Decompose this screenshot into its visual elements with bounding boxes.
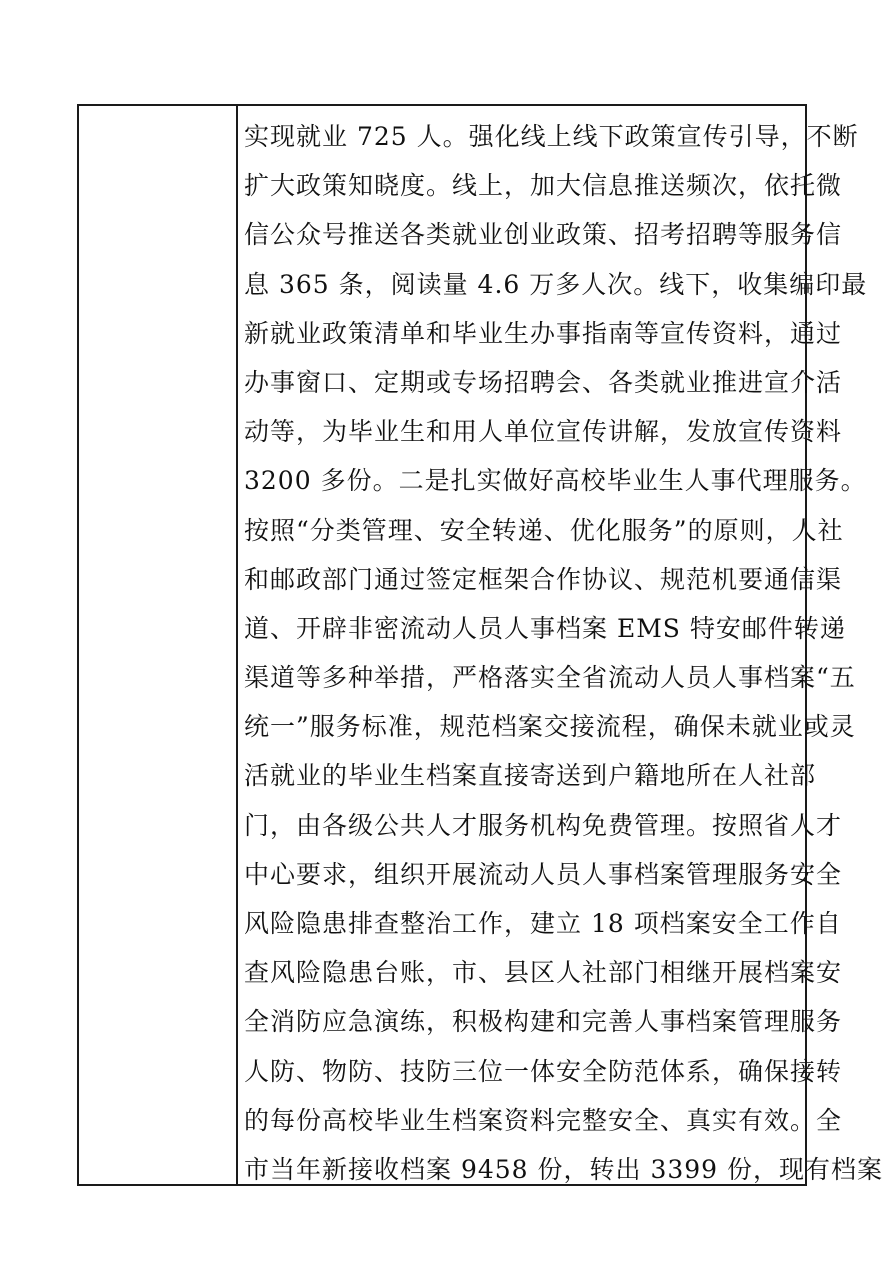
column-divider [236,106,238,1184]
text-line-4: 息 365 条，阅读量 4.6 万多人次。线下，收集编印最 [244,269,868,299]
text-line-15: 门，由各级公共人才服务机构免费管理。按照省人才 [244,810,843,840]
text-line-20: 人防、物防、技防三位一体安全防范体系，确保接转 [244,1056,843,1086]
text-line-9: 按照“分类管理、安全转递、优化服务”的原则，人社 [244,515,844,545]
table-left-cell [79,106,236,1184]
text-line-18: 查风险隐患台账，市、县区人社部门相继开展档案安 [244,958,843,988]
text-line-8: 3200 多份。二是扎实做好高校毕业生人事代理服务。 [244,466,867,496]
text-line-11: 道、开辟非密流动人员人事档案 EMS 特安邮件转递 [244,613,846,643]
text-line-6: 办事窗口、定期或专场招聘会、各类就业推进宣介活 [244,367,843,397]
text-line-21: 的每份高校毕业生档案资料完整安全、真实有效。全 [244,1105,843,1135]
text-line-10: 和邮政部门通过签定框架合作协议、规范机要通信渠 [244,564,843,594]
text-line-12: 渠道等多种举措，严格落实全省流动人员人事档案“五 [244,663,856,693]
table-content-cell [244,112,884,1184]
text-line-22: 市当年新接收档案 9458 份，转出 3399 份，现有档案 [244,1154,884,1184]
text-line-16: 中心要求，组织开展流动人员人事档案管理服务安全 [244,859,843,889]
table-frame [77,104,884,1186]
text-line-2: 扩大政策知晓度。线上，加大信息推送频次，依托微 [244,171,843,201]
text-line-14: 活就业的毕业生档案直接寄送到户籍地所在人社部 [244,761,817,791]
text-line-7: 动等，为毕业生和用人单位宣传讲解，发放宣传资料 [244,417,843,447]
text-line-17: 风险隐患排查整治工作，建立 18 项档案安全工作自 [244,909,842,938]
text-line-3: 信公众号推送各类就业创业政策、招考招聘等服务信 [244,220,843,250]
text-line-13: 统一”服务标准，规范档案交接流程，确保未就业或灵 [244,712,856,742]
text-line-5: 新就业政策清单和毕业生办事指南等宣传资料，通过 [244,318,843,348]
text-line-19: 全消防应急演练，积极构建和完善人事档案管理服务 [244,1007,843,1037]
text-line-1: 实现就业 725 人。强化线上线下政策宣传引导，不断 [244,122,859,151]
